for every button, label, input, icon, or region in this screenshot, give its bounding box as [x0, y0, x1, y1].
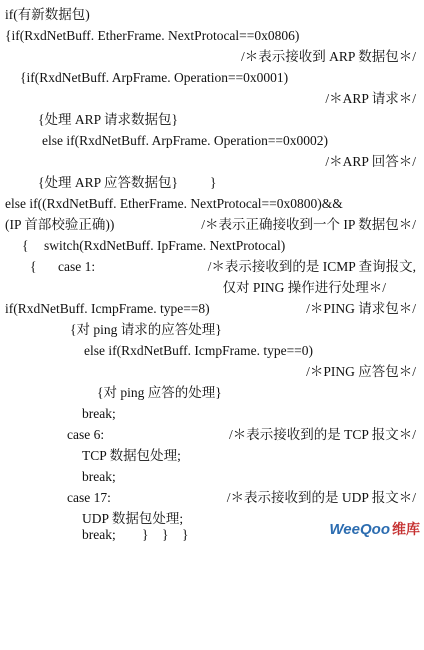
code-line: [0, 172, 424, 193]
code-comment: /＊ARP 回答＊/: [325, 154, 416, 169]
code-line: [0, 466, 424, 487]
watermark-logo: [329, 518, 420, 540]
code-text: if(RxdNetBuff. IcmpFrame. type==8): [5, 301, 210, 316]
code-text: {处理 ARP 请求数据包}: [38, 112, 178, 127]
code-text: break;: [82, 527, 116, 542]
code-line: [0, 445, 424, 466]
code-line: [0, 46, 424, 67]
code-comment: /＊表示接收到的是 UDP 报文＊/: [226, 490, 416, 505]
code-line: [0, 298, 424, 319]
code-line: [0, 382, 424, 403]
code-line: [0, 130, 424, 151]
code-text: (IP 首部校验正确)): [5, 217, 115, 232]
code-text: UDP 数据包处理;: [82, 511, 184, 526]
code-text: TCP 数据包处理;: [82, 448, 181, 463]
watermark-suffix: 维库: [392, 521, 420, 537]
code-brace: }: [210, 175, 217, 190]
code-line: [0, 214, 424, 235]
code-comment: /＊PING 请求包＊/: [306, 301, 416, 316]
code-text: {对 ping 应答的处理}: [97, 385, 222, 400]
code-line: [0, 403, 424, 424]
code-brace: }: [182, 527, 189, 542]
code-text: if(有新数据包): [5, 7, 90, 22]
code-line: [0, 340, 424, 361]
watermark-brand: WeeQoo: [329, 520, 390, 538]
code-line: [0, 487, 424, 508]
code-text: {处理 ARP 应答数据包}: [38, 175, 178, 190]
code-comment: /＊ARP 请求＊/: [325, 91, 416, 106]
code-brace: {: [30, 259, 37, 274]
code-line: [0, 109, 424, 130]
code-comment: /＊表示接收到的是 ICMP 查询报文,: [207, 259, 416, 274]
code-line: [0, 277, 424, 298]
code-line: [0, 88, 424, 109]
code-line: [0, 193, 424, 214]
code-comment: /＊表示接收到的是 TCP 报文＊/: [228, 427, 416, 442]
code-brace: }: [162, 527, 169, 542]
code-text: {对 ping 请求的应答处理}: [70, 322, 222, 337]
code-text: switch(RxdNetBuff. IpFrame. NextProtocal): [44, 238, 286, 253]
code-text: else if(RxdNetBuff. IcmpFrame. type==0): [84, 343, 314, 358]
code-comment: 仅对 PING 操作进行处理＊/: [222, 280, 386, 295]
code-text: case 6:: [67, 427, 105, 442]
code-text: case 1:: [58, 259, 96, 274]
code-text: else if(RxdNetBuff. ArpFrame. Operation==0x0002): [42, 133, 329, 148]
code-brace: }: [142, 527, 149, 542]
code-line: [0, 4, 424, 25]
code-comment: /＊表示接收到 ARP 数据包＊/: [240, 49, 416, 64]
code-text: break;: [82, 406, 116, 421]
code-line: [0, 67, 424, 88]
code-brace: {: [22, 238, 29, 253]
code-comment: /＊表示正确接收到一个 IP 数据包＊/: [201, 217, 416, 232]
code-line: [0, 256, 424, 277]
code-line: [0, 235, 424, 256]
code-line: [0, 25, 424, 46]
code-text: else if((RxdNetBuff. EtherFrame. NextProtocal==0x0800)&&: [5, 196, 343, 211]
code-line: [0, 319, 424, 340]
code-text: case 17:: [67, 490, 111, 505]
code-line: [0, 424, 424, 445]
code-text: {if(RxdNetBuff. EtherFrame. NextProtocal==0x0806): [5, 28, 300, 43]
code-line: [0, 151, 424, 172]
code-text: break;: [82, 469, 116, 484]
code-comment: /＊PING 应答包＊/: [306, 364, 416, 379]
code-text: {if(RxdNetBuff. ArpFrame. Operation==0x0001): [20, 70, 289, 85]
code-line: [0, 361, 424, 382]
